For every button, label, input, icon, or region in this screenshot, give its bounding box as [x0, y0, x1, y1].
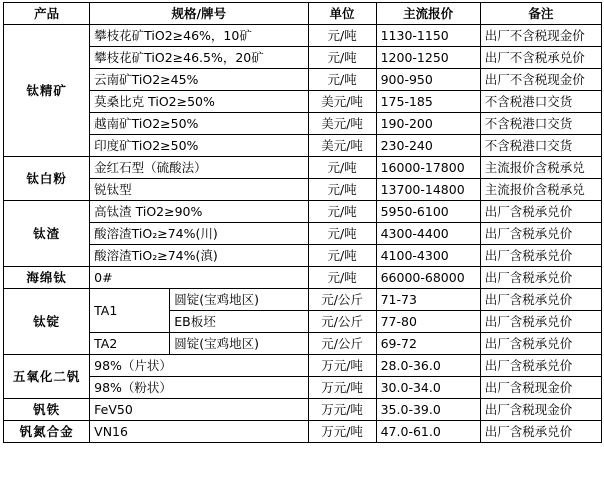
remark-cell: 主流报价含税承兑 [480, 157, 601, 179]
product-category-cell: 钒铁 [4, 399, 90, 421]
spec-grade-cell: TA2 [90, 333, 170, 355]
remark-cell: 出厂含税承兑价 [480, 223, 601, 245]
price-cell: 4100-4300 [376, 245, 480, 267]
table-header-row [4, 3, 602, 25]
product-category-cell: 钛精矿 [4, 25, 90, 157]
remark-cell: 出厂含税承兑价 [480, 333, 601, 355]
unit-cell: 元/吨 [308, 47, 376, 69]
table-row [4, 223, 602, 245]
unit-cell: 万元/吨 [308, 377, 376, 399]
price-cell: 69-72 [376, 333, 480, 355]
unit-cell: 元/公斤 [308, 289, 376, 311]
price-sheet [0, 2, 604, 491]
price-cell: 28.0-36.0 [376, 355, 480, 377]
price-cell: 30.0-34.0 [376, 377, 480, 399]
remark-cell: 出厂不含税现金价 [480, 25, 601, 47]
column-header: 规格/牌号 [90, 3, 308, 25]
remark-cell: 出厂含税承兑价 [480, 421, 601, 443]
table-row [4, 47, 602, 69]
table-row [4, 421, 602, 443]
spec-subtype-cell: EB板坯 [170, 311, 308, 333]
product-category-cell: 海绵钛 [4, 267, 90, 289]
price-cell: 77-80 [376, 311, 480, 333]
spec-grade-cell: TA1 [90, 289, 170, 333]
price-cell: 66000-68000 [376, 267, 480, 289]
price-cell: 16000-17800 [376, 157, 480, 179]
table-row [4, 267, 602, 289]
unit-cell: 美元/吨 [308, 135, 376, 157]
unit-cell: 元/吨 [308, 267, 376, 289]
remark-cell: 不含税港口交货 [480, 91, 601, 113]
price-cell: 4300-4400 [376, 223, 480, 245]
remark-cell: 出厂含税承兑价 [480, 311, 601, 333]
spec-cell: 酸溶渣TiO₂≥74%(川) [90, 223, 308, 245]
spec-cell: 越南矿TiO2≥50% [90, 113, 308, 135]
spec-cell: 0# [90, 267, 308, 289]
remark-cell: 出厂含税承兑价 [480, 267, 601, 289]
table-row [4, 399, 602, 421]
product-category-cell: 钛锭 [4, 289, 90, 355]
unit-cell: 元/吨 [308, 157, 376, 179]
remark-cell: 不含税港口交货 [480, 135, 601, 157]
remark-cell: 主流报价含税承兑 [480, 179, 601, 201]
unit-cell: 元/吨 [308, 69, 376, 91]
table-row [4, 355, 602, 377]
table-row [4, 333, 602, 355]
unit-cell: 元/吨 [308, 201, 376, 223]
spec-cell: 攀枝花矿TiO2≥46%，10矿 [90, 25, 308, 47]
unit-cell: 美元/吨 [308, 113, 376, 135]
table-row [4, 91, 602, 113]
unit-cell: 元/吨 [308, 223, 376, 245]
product-category-cell: 钛渣 [4, 201, 90, 267]
unit-cell: 元/公斤 [308, 311, 376, 333]
spec-cell: FeV50 [90, 399, 308, 421]
price-cell: 5950-6100 [376, 201, 480, 223]
column-header: 单位 [308, 3, 376, 25]
unit-cell: 元/吨 [308, 179, 376, 201]
remark-cell: 出厂含税现金价 [480, 377, 601, 399]
price-table [3, 2, 602, 443]
spec-cell: 印度矿TiO2≥50% [90, 135, 308, 157]
table-row [4, 135, 602, 157]
remark-cell: 出厂含税承兑价 [480, 201, 601, 223]
remark-cell: 出厂不含税现金价 [480, 69, 601, 91]
table-row [4, 289, 602, 311]
remark-cell: 不含税港口交货 [480, 113, 601, 135]
table-row [4, 69, 602, 91]
spec-subtype-cell: 圆锭(宝鸡地区) [170, 333, 308, 355]
remark-cell: 出厂含税承兑价 [480, 355, 601, 377]
spec-cell: 高钛渣 TiO2≥90% [90, 201, 308, 223]
remark-cell: 出厂含税承兑价 [480, 245, 601, 267]
table-row [4, 25, 602, 47]
unit-cell: 万元/吨 [308, 421, 376, 443]
unit-cell: 美元/吨 [308, 91, 376, 113]
spec-cell: 云南矿TiO2≥45% [90, 69, 308, 91]
spec-cell: VN16 [90, 421, 308, 443]
price-cell: 230-240 [376, 135, 480, 157]
unit-cell: 元/吨 [308, 25, 376, 47]
product-category-cell: 五氧化二钒 [4, 355, 90, 399]
spec-cell: 98%（粉状） [90, 377, 308, 399]
table-row [4, 179, 602, 201]
column-header: 产品 [4, 3, 90, 25]
table-row [4, 245, 602, 267]
price-cell: 71-73 [376, 289, 480, 311]
unit-cell: 元/公斤 [308, 333, 376, 355]
price-cell: 35.0-39.0 [376, 399, 480, 421]
unit-cell: 元/吨 [308, 245, 376, 267]
spec-cell: 莫桑比克 TiO2≥50% [90, 91, 308, 113]
spec-subtype-cell: 圆锭(宝鸡地区) [170, 289, 308, 311]
spec-cell: 酸溶渣TiO₂≥74%(滇) [90, 245, 308, 267]
price-cell: 175-185 [376, 91, 480, 113]
spec-cell: 攀枝花矿TiO2≥46.5%，20矿 [90, 47, 308, 69]
price-cell: 47.0-61.0 [376, 421, 480, 443]
product-category-cell: 钛白粉 [4, 157, 90, 201]
price-cell: 190-200 [376, 113, 480, 135]
spec-cell: 金红石型（硫酸法） [90, 157, 308, 179]
product-category-cell: 钒氮合金 [4, 421, 90, 443]
table-row [4, 377, 602, 399]
spec-cell: 锐钛型 [90, 179, 308, 201]
unit-cell: 万元/吨 [308, 399, 376, 421]
table-row [4, 113, 602, 135]
column-header: 主流报价 [376, 3, 480, 25]
column-header: 备注 [480, 3, 601, 25]
price-cell: 1130-1150 [376, 25, 480, 47]
table-row [4, 201, 602, 223]
price-cell: 1200-1250 [376, 47, 480, 69]
remark-cell: 出厂不含税承兑价 [480, 47, 601, 69]
remark-cell: 出厂含税承兑价 [480, 289, 601, 311]
spec-cell: 98%（片状） [90, 355, 308, 377]
remark-cell: 出厂含税现金价 [480, 399, 601, 421]
table-row [4, 157, 602, 179]
unit-cell: 万元/吨 [308, 355, 376, 377]
price-cell: 13700-14800 [376, 179, 480, 201]
price-cell: 900-950 [376, 69, 480, 91]
